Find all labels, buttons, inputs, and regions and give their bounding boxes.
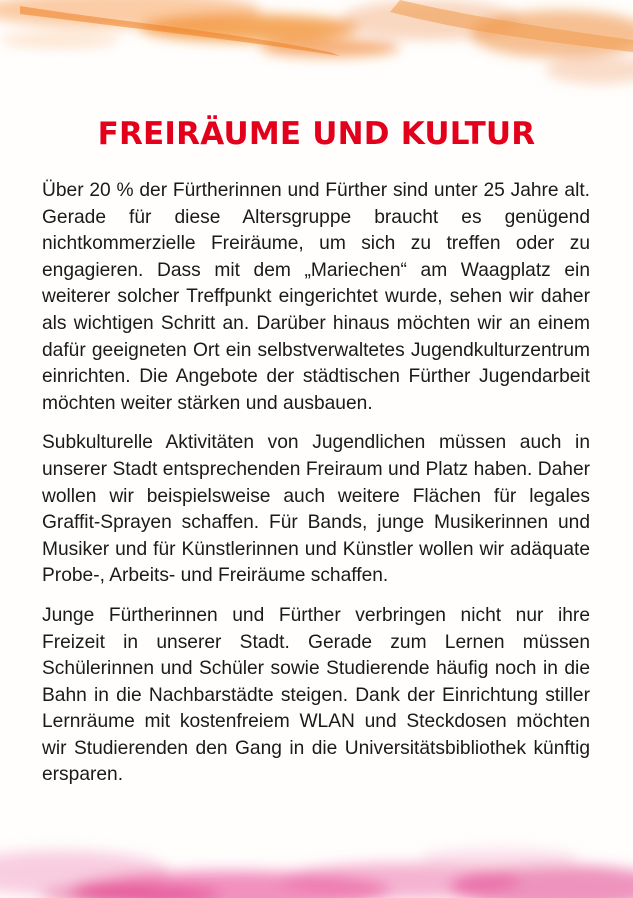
orange-paint-decoration (0, 0, 633, 115)
paragraph-1: Über 20 % der Fürtherinnen und Fürther sind unter 25 Jahre alt. Gerade für diese Altersgruppe braucht es genügend nichtkommerzielle Freiräume, um sich zu treffen oder zu engagieren. Dass mit dem „Mariechen“ am Waagplatz ein weiterer solcher Treffpunkt eingerichtet wurde, sehen wir daher als wichtigen Schritt an. Darüber hinaus möchten wir an einem dafür geeigneten Ort ein selbstverwaltetes Jugendkulturzentrum einrichten. Die Angebote der städtischen Fürther Jugendarbeit möchten weiter stärken und ausbauen. (42, 180, 590, 414)
page-title: FREIRÄUME UND KULTUR (97, 116, 536, 152)
pink-paint-decoration (0, 803, 633, 898)
body-text (42, 178, 590, 802)
paragraph-2: Subkulturelle Aktivitäten von Jugendlichen müssen auch in unserer Stadt entsprechenden Freiraum und Platz haben. Daher wollen wir beispielsweise auch weitere Flächen für legales Graffit-Sprayen schaffen. Für Bands, junge Musikerinnen und Musiker und für Künstlerinnen und Künstler wollen wir adäquate Probe-, Arbeits- und Freiräume schaffen. (42, 432, 590, 587)
paragraph-3: Junge Fürtherinnen und Fürther verbringen nicht nur ihre Freizeit in unserer Stadt. Gerade zum Lernen müssen Schülerinnen und Schüler sowie Studierende häufig noch in die Bahn in die Nachbarstädte steigen. Dank der Einrichtung stiller Lernräume mit kostenfreiem WLAN und Steckdosen möchten wir Studierenden den Gang in die Universitätsbibliothek künftig ersparen. (42, 604, 590, 786)
